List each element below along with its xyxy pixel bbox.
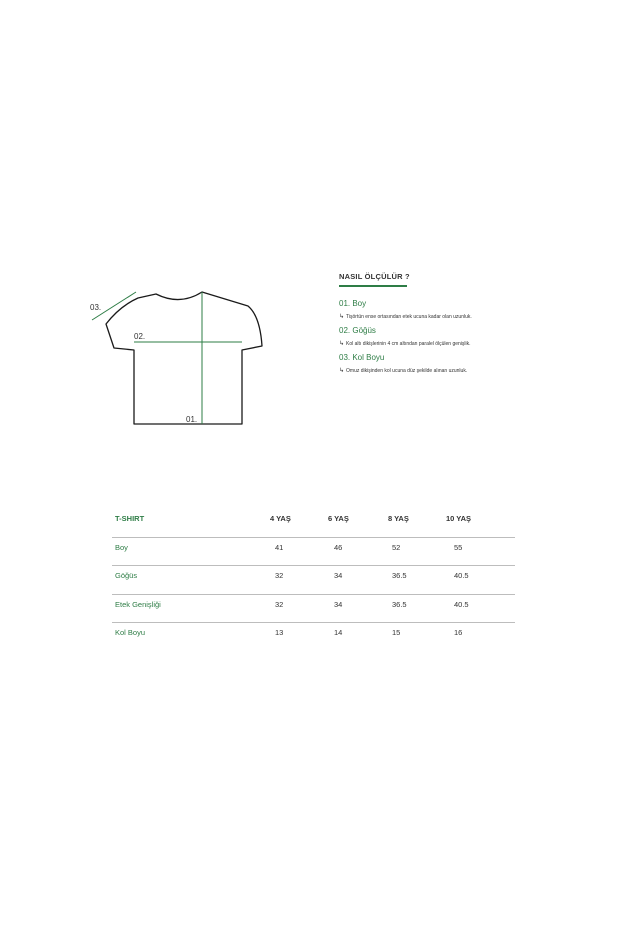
row-label: Kol Boyu [115,628,146,637]
table-cell: 15 [392,628,401,637]
table-cell: 46 [334,542,343,552]
row-label: Etek Genişliği [115,599,161,609]
tshirt-outline-svg [84,280,274,430]
table-cell: 32 [275,599,284,609]
table-row [112,566,515,595]
how-to-measure [339,272,579,380]
tshirt-diagram [84,280,274,430]
measure-item-sleeve [339,353,579,374]
table-row [112,623,515,651]
return-arrow-icon: ↳ [339,313,345,320]
measure-desc [339,340,579,347]
table-row [112,595,515,624]
table-header-row [112,509,515,538]
header-product: T-SHIRT [115,514,145,523]
measure-desc-text: Omuz dikişinden kol ucuna düz şekilde alınan uzunluk. [346,367,468,374]
measure-desc-text: Kol altı dikişlerinin 4 cm altından paralel ölçülen genişlik. [346,340,471,347]
header-size: 4 YAŞ [270,514,291,523]
return-arrow-icon: ↳ [339,367,345,374]
table-cell: 32 [275,571,284,580]
measure-desc-text: Tişörtün ense ortasından etek ucuna kadar olan uzunluk. [346,313,472,320]
measure-desc [339,313,579,320]
table-cell: 16 [454,628,463,637]
table-cell: 52 [392,542,401,552]
header-size: 6 YAŞ [328,514,349,523]
measure-name: 03. Kol Boyu [339,352,385,362]
header-size: 8 YAŞ [388,514,409,523]
how-to-measure-title: NASIL ÖLÇÜLÜR ? [339,272,410,281]
table-cell: 36.5 [392,571,407,580]
header-size: 10 YAŞ [446,514,472,523]
table-cell: 40.5 [454,599,469,609]
measure-name: 01. Boy [339,298,367,308]
measure-item-chest [339,326,579,347]
measure-desc [339,367,579,374]
label-03: 03. [90,303,102,312]
row-label: Boy [115,542,128,552]
return-arrow-icon: ↳ [339,340,345,347]
label-02: 02. [134,332,146,341]
table-cell: 36.5 [392,599,407,609]
label-01: 01. [186,415,198,424]
tshirt-outline [106,292,262,424]
table-cell: 13 [275,628,284,637]
table-row [112,538,515,567]
table-cell: 34 [334,571,343,580]
measure-name: 02. Göğüs [339,325,376,335]
size-table [112,509,515,651]
measure-item-length [339,299,579,320]
row-label: Göğüs [115,571,138,580]
table-cell: 41 [275,542,284,552]
table-cell: 14 [334,628,343,637]
title-underline [339,285,407,287]
table-cell: 34 [334,599,343,609]
table-cell: 40.5 [454,571,469,580]
table-cell: 55 [454,542,463,552]
